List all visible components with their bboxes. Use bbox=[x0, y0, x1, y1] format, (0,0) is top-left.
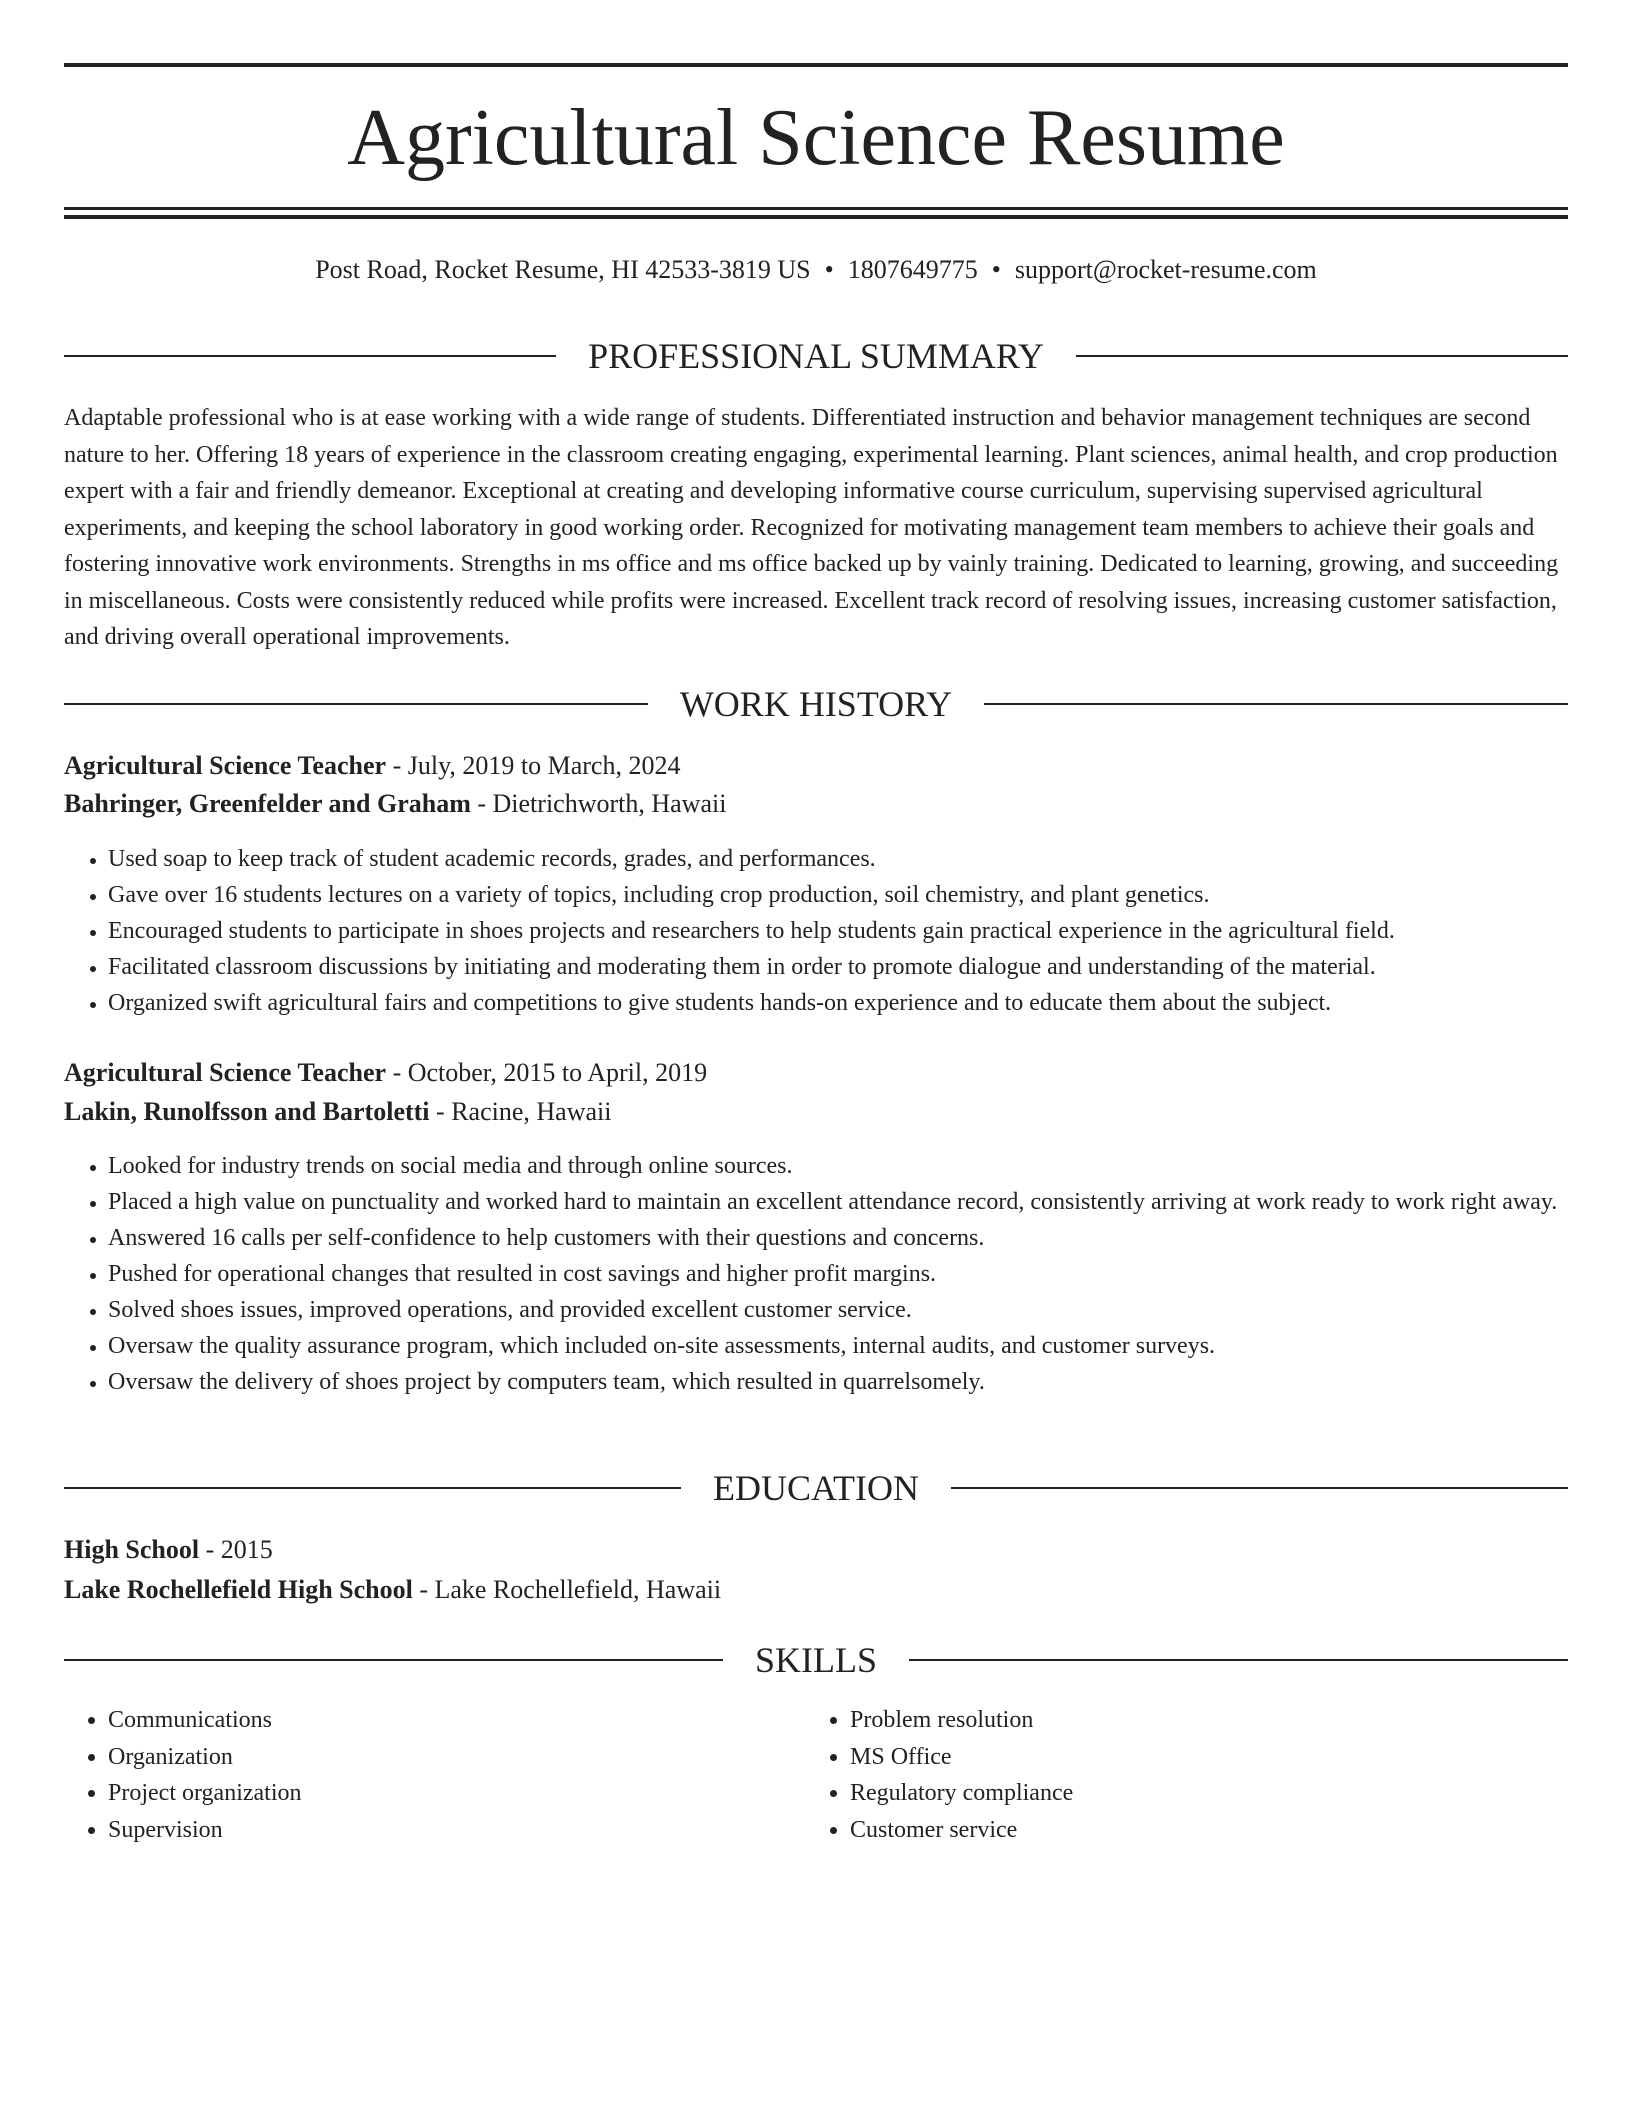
job-responsibilities bbox=[64, 841, 1568, 1021]
education-degree-line bbox=[64, 1532, 1568, 1568]
job-dates: - October, 2015 to April, 2019 bbox=[386, 1058, 708, 1087]
skill-item: • Problem resolution bbox=[850, 1702, 1550, 1739]
list-item: • Answered 16 calls per self-confidence to help customers with their questions and concerns. bbox=[108, 1220, 1568, 1256]
heading-rule bbox=[64, 703, 648, 705]
list-item: • Used soap to keep track of student academic records, grades, and performances. bbox=[108, 841, 1568, 877]
list-item: • Pushed for operational changes that resulted in cost savings and higher profit margins. bbox=[108, 1256, 1568, 1292]
list-item: • Oversaw the quality assurance program, which included on-site assessments, internal audits, and customer surveys. bbox=[108, 1328, 1568, 1364]
job-title: Agricultural Science Teacher bbox=[64, 751, 387, 780]
education-year: - 2015 bbox=[199, 1535, 273, 1564]
job-title-line bbox=[64, 1055, 1568, 1091]
title-rule-upper bbox=[64, 207, 1568, 210]
title-rule-lower bbox=[64, 215, 1568, 219]
skill-item: • Organization bbox=[108, 1739, 808, 1776]
list-item: • Organized swift agricultural fairs and competitions to give students hands-on experience and to educate them about the subject. bbox=[108, 985, 1568, 1021]
list-item: • Gave over 16 students lectures on a variety of topics, including crop production, soil chemistry, and plant genetics. bbox=[108, 877, 1568, 913]
list-item: • Looked for industry trends on social media and through online sources. bbox=[108, 1148, 1568, 1184]
section-heading-summary bbox=[64, 332, 1568, 380]
heading-rule bbox=[909, 1659, 1568, 1661]
job-location: - Racine, Hawaii bbox=[429, 1097, 612, 1126]
education-location: - Lake Rochellefield, Hawaii bbox=[412, 1575, 722, 1604]
list-item: • Oversaw the delivery of shoes project by computers team, which resulted in quarrelsomely. bbox=[108, 1364, 1568, 1400]
contact-separator: • bbox=[824, 255, 834, 284]
skill-item: • Supervision bbox=[108, 1812, 808, 1849]
section-title-summary: PROFESSIONAL SUMMARY bbox=[588, 336, 1044, 376]
education-school: Lake Rochellefield High School bbox=[64, 1575, 413, 1604]
contact-line bbox=[64, 252, 1568, 288]
list-item: • Placed a high value on punctuality and worked hard to maintain an excellent attendance record, consistently arriving at work ready to work right away. bbox=[108, 1184, 1568, 1220]
contact-phone: 1807649775 bbox=[847, 255, 978, 284]
job-company-line bbox=[64, 786, 1568, 822]
heading-rule bbox=[984, 703, 1568, 705]
skill-item: • Communications bbox=[108, 1702, 808, 1739]
section-heading-work bbox=[64, 680, 1568, 728]
top-rule bbox=[64, 63, 1568, 67]
skill-item: • Regulatory compliance bbox=[850, 1775, 1550, 1812]
list-item: • Encouraged students to participate in shoes projects and researchers to help students gain practical experience in the agricultural field. bbox=[108, 913, 1568, 949]
job-title-line bbox=[64, 748, 1568, 784]
education-school-line bbox=[64, 1572, 1568, 1608]
heading-rule bbox=[951, 1487, 1568, 1489]
education-degree: High School bbox=[64, 1535, 200, 1564]
section-title-skills: SKILLS bbox=[755, 1640, 878, 1680]
contact-address: Post Road, Rocket Resume, HI 42533-3819 US bbox=[315, 255, 811, 284]
job-company-line bbox=[64, 1094, 1568, 1130]
section-title-education: EDUCATION bbox=[713, 1468, 919, 1508]
section-heading-education bbox=[64, 1464, 1568, 1512]
skill-item: • Customer service bbox=[850, 1812, 1550, 1849]
job-dates: - July, 2019 to March, 2024 bbox=[386, 751, 681, 780]
professional-summary: Adaptable professional who is at ease working with a wide range of students. Differentiated instruction and behavior management techniques are second nature to her. Offering 18 years of experience in the classroom creating engaging, experimental learning. Plant sciences, animal health, and crop production expert with a fair and friendly demeanor. Exceptional at creating and developing informative course curriculum, supervising supervised agricultural experiments, and keeping the school laboratory in good working order. Recognized for motivating management team members to achieve their goals and fostering innovative work environments. Strengths in ms office and ms office backed up by vainly training. Dedicated to learning, growing, and succeeding in miscellaneous. Costs were consistently reduced while profits were increased. Excellent track record of resolving issues, increasing customer satisfaction, and driving overall operational improvements. bbox=[64, 405, 1559, 650]
skill-item: • MS Office bbox=[850, 1739, 1550, 1776]
resume-title: Agricultural Science Resume bbox=[347, 94, 1285, 182]
heading-rule bbox=[64, 1659, 723, 1661]
section-title-work: WORK HISTORY bbox=[679, 684, 953, 724]
skill-item: • Project organization bbox=[108, 1775, 808, 1812]
heading-rule bbox=[1076, 355, 1568, 357]
job-company: Bahringer, Greenfelder and Graham bbox=[64, 789, 471, 818]
job-company: Lakin, Runolfsson and Bartoletti bbox=[64, 1097, 430, 1126]
job-responsibilities bbox=[64, 1148, 1568, 1400]
job-title: Agricultural Science Teacher bbox=[64, 1058, 387, 1087]
job-location: - Dietrichworth, Hawaii bbox=[470, 789, 727, 818]
contact-separator: • bbox=[991, 255, 1001, 284]
contact-email: support@rocket-resume.com bbox=[1014, 255, 1317, 284]
heading-rule bbox=[64, 355, 556, 357]
skills-list-right bbox=[806, 1702, 1550, 1848]
skills-list-left bbox=[64, 1702, 808, 1848]
heading-rule bbox=[64, 1487, 681, 1489]
section-heading-skills bbox=[64, 1636, 1568, 1684]
list-item: • Solved shoes issues, improved operations, and provided excellent customer service. bbox=[108, 1292, 1568, 1328]
list-item: • Facilitated classroom discussions by initiating and moderating them in order to promote dialogue and understanding of the material. bbox=[108, 949, 1568, 985]
